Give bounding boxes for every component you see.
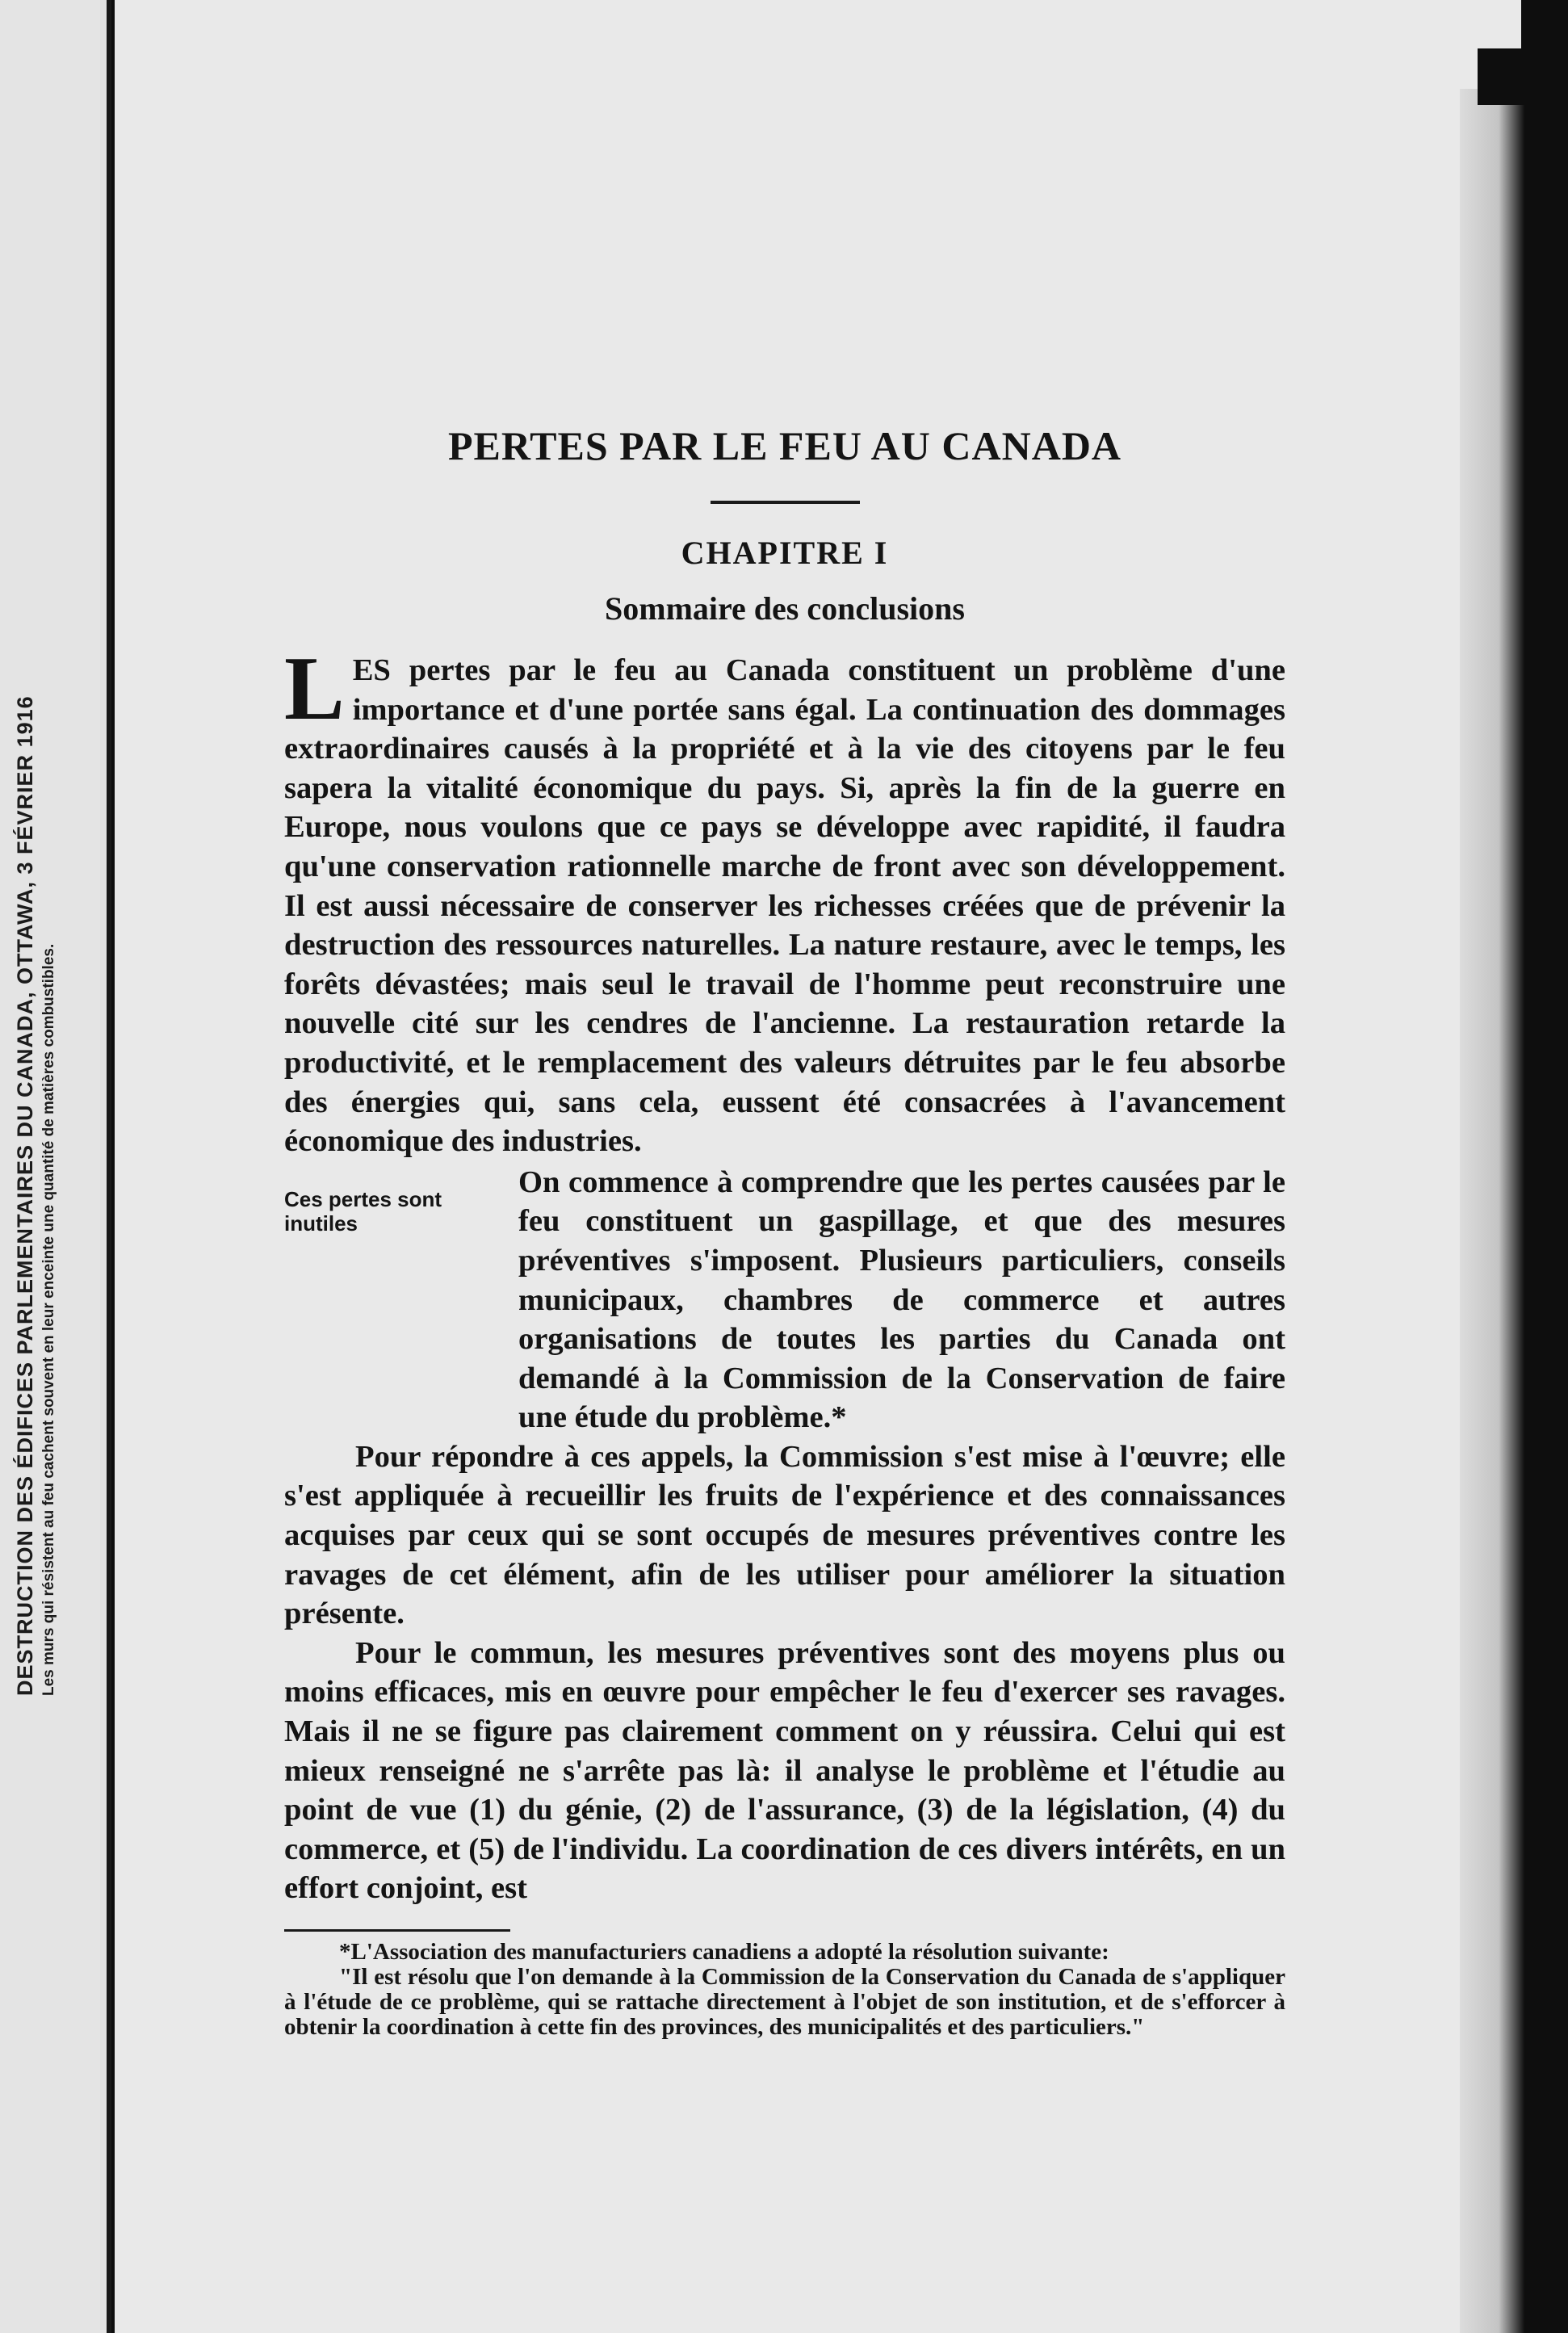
margin-note: Ces pertes sont inutiles — [284, 1186, 442, 1236]
page-corner — [1478, 48, 1528, 105]
paragraph-2: On commence à comprendre que les pertes causées par le feu constituent un gaspillage, et que des mesures préventives s'imposent. Plusieurs particuliers, conseils municipaux, chambres de commerce et autres organisations de toutes les parties du Canada ont demandé à la Commission de la Conservation de faire une étude du problème.* — [518, 1164, 1285, 1435]
paragraph-1-text: ES pertes par le feu au Canada constituent un problème d'une importance et d'une portée sans égal. La continuation des dommages extraordinaires causés à la propriété et à la vie des citoyens par le feu sapera la vitalité économique du pays. Si, après la fin de la guerre en Europe, nous voulons que ce pays se développe avec rapidité, il faudra qu'une conservation rationnelle marche de front avec son développement. Il est aussi nécessaire de conserver les richesses créées que de prévenir la destruction des ressources naturelles. La nature restaure, avec le temps, les forêts dévastées; mais seul le travail de l'homme peut reconstruire une nouvelle cité sur les cendres de l'ancienne. La restauration retarde la productivité, et le remplacement des valeurs détruites par le feu absorbe des énergies qui, sans cela, eussent été consacrées à l'avancement économique des industries. — [284, 653, 1285, 1159]
side-caption — [11, 606, 60, 1696]
paragraph-4: Pour le commun, les mesures préventives sont des moyens plus ou moins efficaces, mis en œuvre pour empêcher le feu d'exercer ses ravages. Mais il ne se figure pas clairement comment on y réussira. Celui qui est mieux renseigné ne s'arrête pas là: il analyse le problème et l'étudie au point de vue (1) du génie, (2) de l'assurance, (3) de la législation, (4) du commerce, et (5) de l'individu. La coordination de ces divers intérêts, en un effort conjoint, est — [284, 1635, 1285, 1906]
drop-cap: L — [284, 639, 345, 739]
page-title: PERTES PAR LE FEU AU CANADA — [447, 423, 1122, 468]
spine-border — [107, 0, 111, 2333]
chapter-heading: CHAPITRE I — [681, 535, 889, 571]
paragraph-3: Pour répondre à ces appels, la Commission s'est mise à l'œuvre; elle s'est appliquée à recueillir les fruits de l'expérience et des connaissances acquises par ceux qui se sont occupés de mesures préventives contre les ravages de cet élément, afin de les utiliser pour améliorer la situation présente. — [284, 1439, 1285, 1631]
section-subtitle: Sommaire des conclusions — [605, 590, 965, 627]
page-content — [284, 420, 1285, 2040]
side-caption-line2: Les murs qui résistent au feu cachent souvent en leur enceinte une quantité de matières combustibles. — [40, 943, 57, 1696]
page-edge-shadow — [1460, 89, 1524, 2333]
footnote-intro: *L'Association des manufacturiers canadiens a adopté la résolution suivante: — [339, 1939, 1109, 1965]
footnote-divider — [284, 1929, 510, 1932]
title-divider — [711, 501, 860, 504]
footnote-quote: "Il est résolu que l'on demande à la Commission de la Conservation du Canada de s'appliquer à l'étude de ce problème, qui se rattache directement à l'objet de son institution, et de s'efforcer à obtenir la coordination à cette fin des provinces, des municipalités et des particuliers." — [284, 1964, 1285, 2040]
side-caption-line1: DESTRUCTION DES ÉDIFICES PARLEMENTAIRES DU CANADA, OTTAWA, 3 FÉVRIER 1916 — [13, 695, 37, 1696]
paragraph-1 — [284, 639, 1285, 1161]
